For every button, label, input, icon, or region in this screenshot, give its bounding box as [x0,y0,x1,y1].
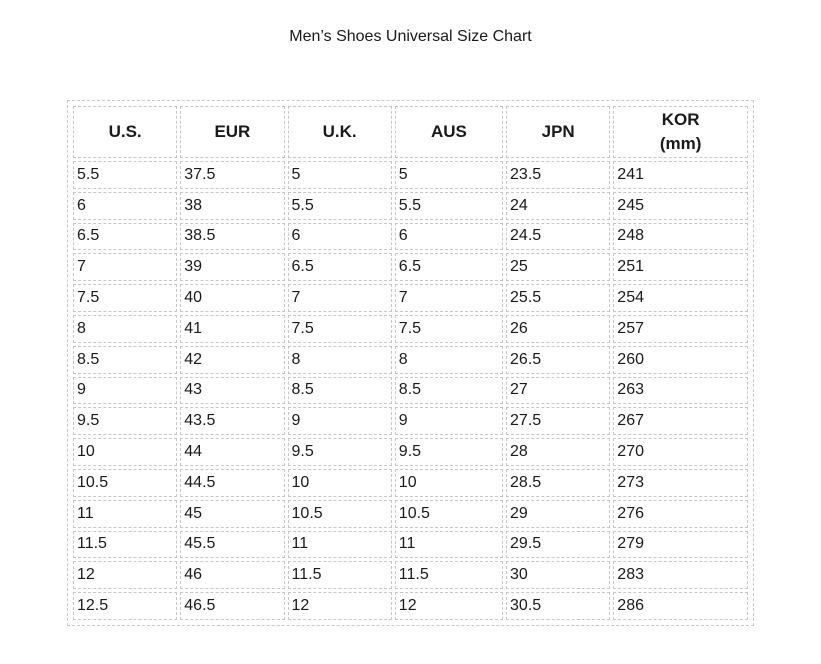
cell-kor: 245 [613,192,748,220]
cell-us: 7.5 [73,284,177,312]
cell-us: 9 [73,377,177,405]
cell-jpn: 25 [506,253,610,281]
page-title: Men’s Shoes Universal Size Chart [289,28,532,45]
cell-us: 5.5 [73,161,177,189]
table-row [73,223,748,251]
header-us: U.S. [73,106,177,158]
cell-kor: 273 [613,469,748,497]
cell-us: 11.5 [73,531,177,559]
cell-eur: 37.5 [180,161,284,189]
cell-kor: 286 [613,592,748,620]
cell-kor: 283 [613,561,748,589]
cell-aus: 8 [395,346,503,374]
cell-kor: 279 [613,531,748,559]
cell-eur: 44.5 [180,469,284,497]
cell-us: 9.5 [73,407,177,435]
cell-eur: 40 [180,284,284,312]
cell-uk: 6 [288,223,392,251]
cell-aus: 11 [395,531,503,559]
cell-aus: 7 [395,284,503,312]
cell-kor: 276 [613,500,748,528]
cell-us: 10.5 [73,469,177,497]
cell-jpn: 24 [506,192,610,220]
cell-aus: 7.5 [395,315,503,343]
table-row [73,592,748,620]
header-eur: EUR [180,106,284,158]
cell-uk: 5.5 [288,192,392,220]
cell-uk: 6.5 [288,253,392,281]
cell-jpn: 27.5 [506,407,610,435]
header-kor-label: KOR [661,110,700,129]
cell-jpn: 28 [506,438,610,466]
cell-kor: 248 [613,223,748,251]
cell-us: 12 [73,561,177,589]
cell-uk: 8.5 [288,377,392,405]
table-row [73,531,748,559]
header-row [73,106,748,158]
cell-kor: 267 [613,407,748,435]
cell-kor: 263 [613,377,748,405]
cell-eur: 46 [180,561,284,589]
cell-us: 6 [73,192,177,220]
cell-eur: 38 [180,192,284,220]
table-row [73,253,748,281]
cell-kor: 251 [613,253,748,281]
cell-eur: 39 [180,253,284,281]
table-row [73,561,748,589]
cell-aus: 12 [395,592,503,620]
table-row [73,407,748,435]
cell-aus: 6 [395,223,503,251]
cell-uk: 5 [288,161,392,189]
header-jpn: JPN [506,106,610,158]
cell-aus: 9.5 [395,438,503,466]
cell-uk: 10 [288,469,392,497]
header-kor-unit: (mm) [659,134,702,153]
cell-us: 12.5 [73,592,177,620]
cell-us: 10 [73,438,177,466]
cell-jpn: 30 [506,561,610,589]
table-row [73,500,748,528]
cell-uk: 9.5 [288,438,392,466]
table-row [73,469,748,497]
table-row [73,284,748,312]
cell-uk: 10.5 [288,500,392,528]
cell-aus: 8.5 [395,377,503,405]
cell-kor: 257 [613,315,748,343]
cell-eur: 44 [180,438,284,466]
cell-eur: 43.5 [180,407,284,435]
cell-eur: 41 [180,315,284,343]
table-row [73,315,748,343]
cell-kor: 270 [613,438,748,466]
cell-aus: 10.5 [395,500,503,528]
table-header [73,106,748,158]
cell-kor: 241 [613,161,748,189]
cell-us: 8.5 [73,346,177,374]
cell-us: 11 [73,500,177,528]
cell-aus: 5.5 [395,192,503,220]
cell-jpn: 28.5 [506,469,610,497]
table-row [73,377,748,405]
cell-eur: 46.5 [180,592,284,620]
table-row [73,346,748,374]
cell-jpn: 26 [506,315,610,343]
cell-uk: 7.5 [288,315,392,343]
cell-uk: 9 [288,407,392,435]
cell-us: 6.5 [73,223,177,251]
table-body [73,161,748,620]
cell-uk: 11 [288,531,392,559]
cell-eur: 45.5 [180,531,284,559]
cell-us: 7 [73,253,177,281]
cell-eur: 38.5 [180,223,284,251]
cell-jpn: 24.5 [506,223,610,251]
cell-uk: 12 [288,592,392,620]
table-row [73,161,748,189]
cell-uk: 7 [288,284,392,312]
cell-kor: 254 [613,284,748,312]
cell-aus: 5 [395,161,503,189]
table-row [73,192,748,220]
cell-jpn: 29 [506,500,610,528]
cell-eur: 45 [180,500,284,528]
cell-jpn: 25.5 [506,284,610,312]
cell-aus: 11.5 [395,561,503,589]
size-chart-table [70,103,751,623]
table-row [73,438,748,466]
cell-jpn: 27 [506,377,610,405]
cell-aus: 6.5 [395,253,503,281]
cell-eur: 42 [180,346,284,374]
cell-jpn: 26.5 [506,346,610,374]
cell-aus: 10 [395,469,503,497]
size-chart-container [67,100,754,626]
cell-kor: 260 [613,346,748,374]
cell-uk: 11.5 [288,561,392,589]
cell-eur: 43 [180,377,284,405]
cell-aus: 9 [395,407,503,435]
cell-jpn: 30.5 [506,592,610,620]
header-aus: AUS [395,106,503,158]
cell-jpn: 29.5 [506,531,610,559]
cell-us: 8 [73,315,177,343]
header-kor [613,106,748,158]
header-uk: U.K. [288,106,392,158]
cell-uk: 8 [288,346,392,374]
cell-jpn: 23.5 [506,161,610,189]
